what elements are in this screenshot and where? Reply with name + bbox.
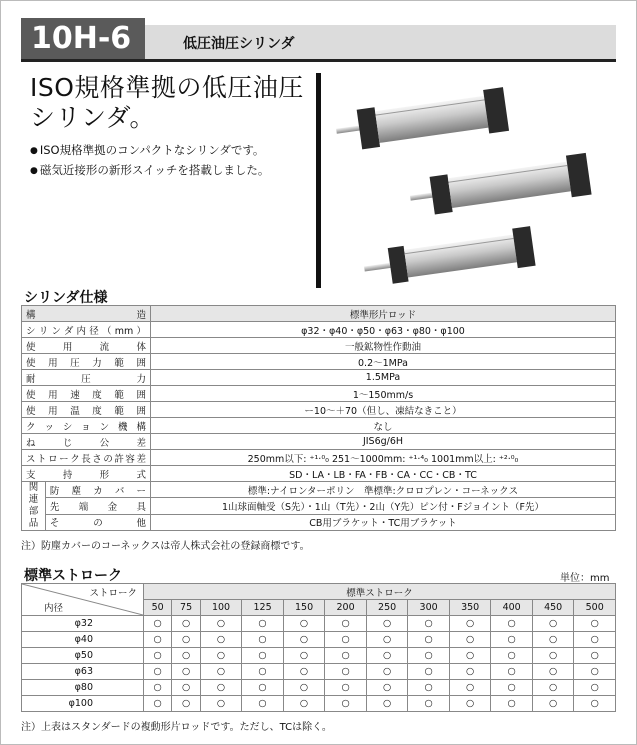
available-mark: ○ [200, 632, 242, 648]
spec-value: SD・LA・LB・FA・FB・CA・CC・CB・TC [151, 466, 616, 482]
available-mark: ○ [449, 696, 491, 712]
available-mark: ○ [325, 696, 367, 712]
related-parts-label: 関連部品 [22, 482, 46, 531]
spec-title: シリンダ仕様 [24, 290, 108, 306]
spec-value: JIS6g/6H [151, 434, 616, 450]
available-mark: ○ [242, 664, 284, 680]
bore-label: φ100 [22, 696, 144, 712]
stroke-col-header: 300 [408, 600, 450, 616]
available-mark: ○ [366, 680, 408, 696]
stroke-title: 標準ストローク [24, 568, 122, 584]
spec-value: なし [151, 418, 616, 434]
spec-label: 支 持 形 式 [22, 466, 151, 482]
spec-value: 0.2～1MPa [151, 354, 616, 370]
headline [30, 73, 304, 133]
stroke-col-header: 350 [449, 600, 491, 616]
available-mark: ○ [408, 616, 450, 632]
stroke-col-header: 50 [144, 600, 172, 616]
available-mark: ○ [408, 680, 450, 696]
table-row [22, 514, 616, 530]
available-mark: ○ [491, 616, 533, 632]
available-mark: ○ [574, 648, 616, 664]
available-mark: ○ [574, 680, 616, 696]
available-mark: ○ [574, 616, 616, 632]
spec-value: ー10～＋70（但し、凍結なきこと） [151, 402, 616, 418]
available-mark: ○ [449, 680, 491, 696]
available-mark: ○ [366, 632, 408, 648]
feature-bullets [30, 141, 269, 181]
stroke-col-header: 400 [491, 600, 533, 616]
available-mark: ○ [366, 696, 408, 712]
available-mark: ○ [449, 616, 491, 632]
stroke-group-header: 標準ストローク [144, 584, 616, 600]
available-mark: ○ [144, 680, 172, 696]
spec-label: 使用温度範囲 [22, 402, 151, 418]
available-mark: ○ [366, 616, 408, 632]
available-mark: ○ [532, 680, 574, 696]
available-mark: ○ [491, 648, 533, 664]
bore-label: φ80 [22, 680, 144, 696]
stroke-col-header: 100 [200, 600, 242, 616]
table-row [22, 370, 616, 386]
available-mark: ○ [242, 680, 284, 696]
bore-label: φ50 [22, 648, 144, 664]
stroke-col-header: 150 [283, 600, 325, 616]
available-mark: ○ [449, 664, 491, 680]
available-mark: ○ [574, 696, 616, 712]
bore-label: φ63 [22, 664, 144, 680]
available-mark: ○ [532, 648, 574, 664]
product-image [330, 75, 620, 285]
spec-label: 使用圧力範囲 [22, 354, 151, 370]
available-mark: ○ [532, 632, 574, 648]
available-mark: ○ [172, 648, 200, 664]
spec-value: 1～150mm/s [151, 386, 616, 402]
stroke-note: 注）上表はスタンダードの複動形片ロッドです。ただし、TCは除く。 [21, 722, 332, 733]
spec-value: 1山球面軸受（S先）・1山（T先）・2山（Y先）ピン付・Fジョイント（F先） [151, 498, 616, 514]
available-mark: ○ [325, 616, 367, 632]
available-mark: ○ [144, 696, 172, 712]
available-mark: ○ [144, 648, 172, 664]
available-mark: ○ [172, 696, 200, 712]
available-mark: ○ [144, 664, 172, 680]
table-row [22, 434, 616, 450]
available-mark: ○ [283, 680, 325, 696]
table-row [22, 664, 616, 680]
available-mark: ○ [200, 616, 242, 632]
spec-label: 耐 圧 力 [22, 370, 151, 386]
table-row [22, 616, 616, 632]
bullet-item: ● ISO規格準拠のコンパクトなシリンダです。 [30, 141, 269, 161]
bullet-item: ● 磁気近接形の新形スイッチを搭載しました。 [30, 161, 269, 181]
available-mark: ○ [172, 680, 200, 696]
available-mark: ○ [200, 680, 242, 696]
available-mark: ○ [242, 616, 284, 632]
available-mark: ○ [532, 616, 574, 632]
available-mark: ○ [283, 616, 325, 632]
stroke-col-header: 200 [325, 600, 367, 616]
spec-value: 標準:ナイロンターポリン 準標準:クロロプレン・コーネックス [151, 482, 616, 498]
available-mark: ○ [449, 632, 491, 648]
stroke-col-header: 500 [574, 600, 616, 616]
stroke-col-header: 75 [172, 600, 200, 616]
available-mark: ○ [408, 664, 450, 680]
corner-bottom-label: 内径 [44, 603, 64, 614]
available-mark: ○ [491, 696, 533, 712]
spec-value: 1.5MPa [151, 370, 616, 386]
available-mark: ○ [283, 664, 325, 680]
available-mark: ○ [574, 664, 616, 680]
available-mark: ○ [366, 648, 408, 664]
available-mark: ○ [408, 632, 450, 648]
stroke-col-header: 450 [532, 600, 574, 616]
stroke-table [21, 583, 616, 712]
available-mark: ○ [325, 680, 367, 696]
spec-label: クッション機構 [22, 418, 151, 434]
available-mark: ○ [408, 696, 450, 712]
available-mark: ○ [200, 664, 242, 680]
spec-label: 使 用 流 体 [22, 338, 151, 354]
stroke-body [22, 616, 616, 712]
table-row [22, 322, 616, 338]
spec-label: ストローク長さの許容差 [22, 450, 151, 466]
available-mark: ○ [491, 680, 533, 696]
spec-value: 250mm以下: ⁺¹·⁰₀ 251～1000mm: ⁺¹·⁴₀ 1001mm以上: ⁺²·⁰₀ [151, 450, 616, 466]
spec-note: 注）防塵カバーのコーネックスは帝人株式会社の登録商標です。 [21, 541, 310, 552]
table-row [22, 482, 616, 498]
available-mark: ○ [172, 632, 200, 648]
vertical-bar [316, 73, 321, 288]
available-mark: ○ [283, 632, 325, 648]
spec-label: 先端金具 [45, 498, 150, 514]
headline-line-1: ISO規格準拠の低圧油圧 [30, 73, 304, 102]
table-row [22, 354, 616, 370]
table-row [22, 584, 616, 600]
available-mark: ○ [532, 664, 574, 680]
available-mark: ○ [325, 648, 367, 664]
table-row [22, 450, 616, 466]
available-mark: ○ [491, 664, 533, 680]
available-mark: ○ [172, 616, 200, 632]
available-mark: ○ [325, 632, 367, 648]
table-row [22, 632, 616, 648]
spec-value: 標準形片ロッド [151, 306, 616, 322]
spec-label: ね じ 公 差 [22, 434, 151, 450]
bore-label: φ40 [22, 632, 144, 648]
table-row [22, 402, 616, 418]
spec-value: CB用ブラケット・TC用ブラケット [151, 514, 616, 530]
table-row [22, 696, 616, 712]
spec-label: そ の 他 [45, 514, 150, 530]
available-mark: ○ [283, 648, 325, 664]
table-row [22, 498, 616, 514]
table-row [22, 466, 616, 482]
spec-label: 使用速度範囲 [22, 386, 151, 402]
product-code: 10H-6 [21, 18, 145, 60]
spec-value: φ32・φ40・φ50・φ63・φ80・φ100 [151, 322, 616, 338]
spec-value: 一般鉱物性作動油 [151, 338, 616, 354]
available-mark: ○ [200, 648, 242, 664]
available-mark: ○ [242, 648, 284, 664]
stroke-col-header: 250 [366, 600, 408, 616]
bore-label: φ32 [22, 616, 144, 632]
available-mark: ○ [366, 664, 408, 680]
available-mark: ○ [491, 632, 533, 648]
unit-label: 単位：mm [560, 573, 610, 584]
header-title: 低圧油圧シリンダ [183, 36, 295, 52]
corner-cell [22, 584, 144, 616]
available-mark: ○ [144, 632, 172, 648]
available-mark: ○ [408, 648, 450, 664]
table-row [22, 418, 616, 434]
available-mark: ○ [242, 632, 284, 648]
table-row [22, 648, 616, 664]
spec-label: 防塵カバー [45, 482, 150, 498]
available-mark: ○ [242, 696, 284, 712]
available-mark: ○ [172, 664, 200, 680]
corner-top-label: ストローク [89, 588, 137, 599]
spec-label: シリンダ内径（mm） [22, 322, 151, 338]
table-row [22, 680, 616, 696]
spec-label: 構 造 [22, 306, 151, 322]
table-row [22, 338, 616, 354]
headline-line-2: シリンダ。 [30, 103, 156, 132]
spec-table [21, 305, 616, 531]
available-mark: ○ [144, 616, 172, 632]
available-mark: ○ [449, 648, 491, 664]
available-mark: ○ [532, 696, 574, 712]
stroke-col-header: 125 [242, 600, 284, 616]
available-mark: ○ [283, 696, 325, 712]
available-mark: ○ [574, 632, 616, 648]
available-mark: ○ [200, 696, 242, 712]
header-rule [21, 59, 616, 62]
table-row [22, 306, 616, 322]
available-mark: ○ [325, 664, 367, 680]
table-row [22, 386, 616, 402]
